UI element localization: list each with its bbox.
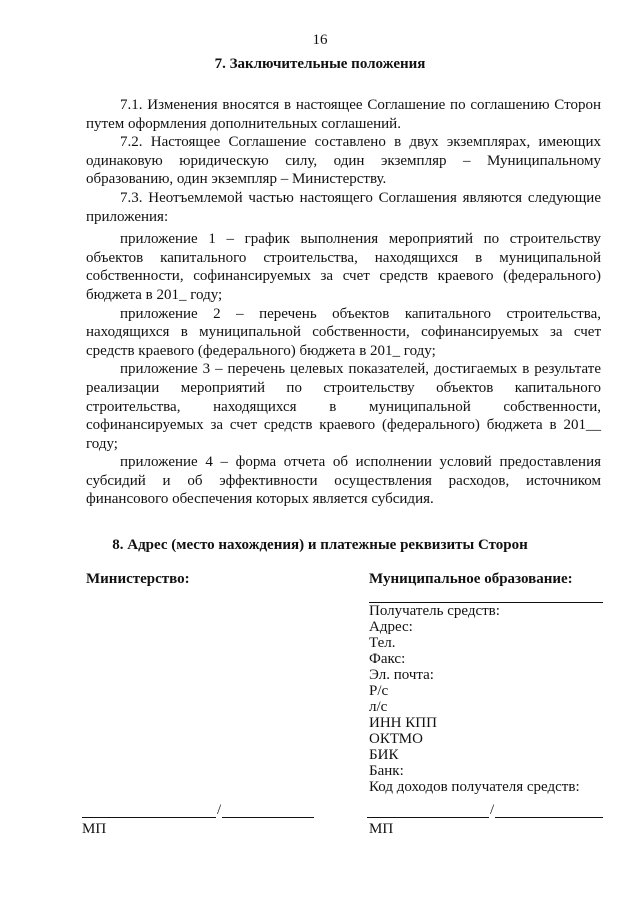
oktmo-field: ОКТМО xyxy=(369,731,423,747)
appendix-1: приложение 1 – график выполнения мероприятий по строительству объектов капитального строительства, находящихся в муниципальной собственности, софинансируемых за счет средств краевого (федерального) бюджета в 201_ году; xyxy=(86,231,601,303)
municipality-label: Муниципальное образование: xyxy=(369,571,573,587)
appendix-4: приложение 4 – форма отчета об исполнении условий предоставления субсидий и об эффективности осуществления расходов, источником финансового обеспечения которых является субсидия. xyxy=(86,454,601,508)
signature-blank xyxy=(367,803,489,818)
bik-field: БИК xyxy=(369,747,399,763)
section-7-title: 7. Заключительные положения xyxy=(214,56,426,72)
paragraph-7-1: 7.1. Изменения вносятся в настоящее Соглашение по соглашению Сторон путем оформления дополнительных соглашений. xyxy=(86,97,601,132)
signature-separator: / xyxy=(490,802,495,818)
page-number: 16 xyxy=(312,32,328,48)
appendix-2: приложение 2 – перечень объектов капитального строительства, находящихся в муниципальной собственности, софинансируемых за счет средств краевого (федерального) бюджета в 201_ году; xyxy=(86,305,601,359)
section-7-body xyxy=(86,96,601,509)
signature-separator: / xyxy=(217,802,222,818)
ministry-label: Министерство: xyxy=(86,571,190,587)
name-blank xyxy=(222,803,314,818)
address-field: Адрес: xyxy=(369,619,413,635)
inn-kpp-field: ИНН КПП xyxy=(369,715,437,731)
ministry-stamp-label: МП xyxy=(82,821,107,837)
paragraph-7-2: 7.2. Настоящее Соглашение составлено в двух экземплярах, имеющих одинаковую юридическую силу, один экземпляр – Муниципальному образованию, один экземпляр – Министерству. xyxy=(86,134,601,188)
appendix-3: приложение 3 – перечень целевых показателей, достигаемых в результате реализации мероприятий по строительству объектов капитального строительства, находящихся в муниципальной собственности, софинансируемых за счет средств краевого (федерального) бюджета в 201__ году; xyxy=(86,361,601,452)
email-field: Эл. почта: xyxy=(369,667,434,683)
municipality-requisites xyxy=(369,602,603,795)
personal-account-field: л/с xyxy=(369,699,388,715)
municipality-stamp-label: МП xyxy=(369,821,394,837)
income-code-field: Код доходов получателя средств: xyxy=(369,779,580,795)
fax-field: Факс: xyxy=(369,651,406,667)
recipient-field: Получатель средств: xyxy=(369,603,500,619)
paragraph-7-3: 7.3. Неотъемлемой частью настоящего Соглашения являются следующие приложения: xyxy=(86,189,601,225)
ministry-signature-line xyxy=(82,802,314,818)
settlement-account-field: Р/с xyxy=(369,683,389,699)
signature-blank xyxy=(82,803,216,818)
section-8-title: 8. Адрес (место нахождения) и платежные реквизиты Сторон xyxy=(112,537,528,553)
phone-field: Тел. xyxy=(369,635,396,651)
municipality-signature-line xyxy=(367,802,603,818)
bank-field: Банк: xyxy=(369,763,404,779)
name-blank xyxy=(495,803,603,818)
